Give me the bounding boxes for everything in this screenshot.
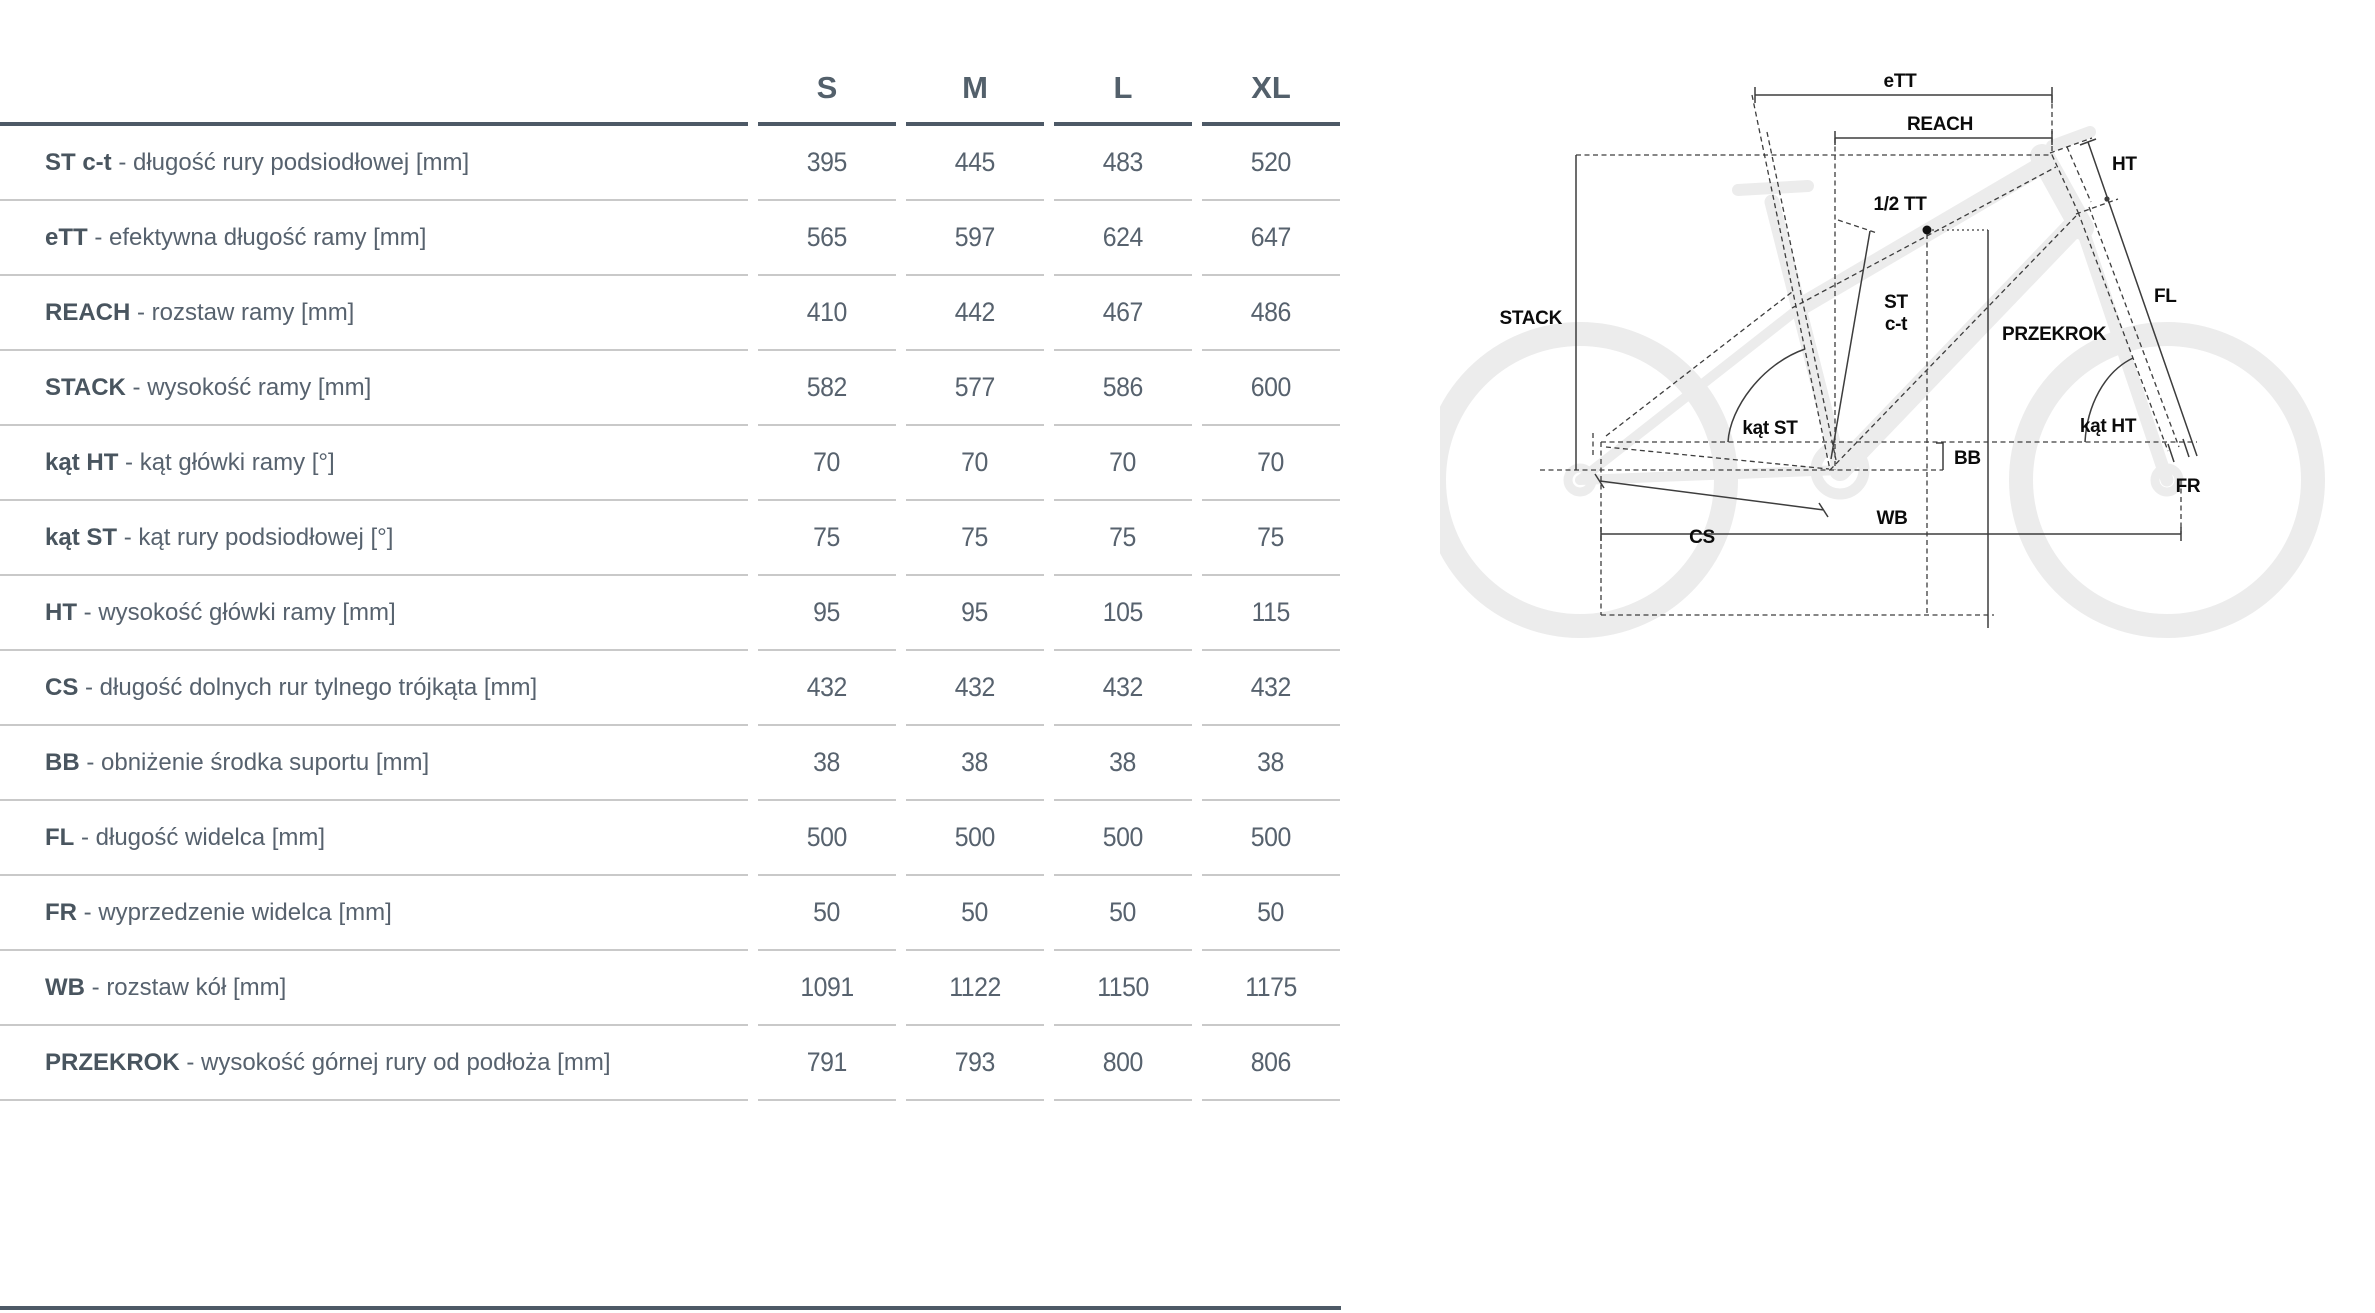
value-cell: [906, 426, 1044, 501]
value-cell: [906, 501, 1044, 576]
value-text: 432: [1250, 672, 1292, 702]
size-header-label: S: [816, 70, 838, 105]
value-text: 38: [813, 747, 841, 777]
value-cell: [1054, 576, 1192, 651]
row-label: [0, 951, 748, 1026]
value-text: 597: [954, 222, 996, 252]
value-text: 800: [1102, 1047, 1144, 1077]
diagram-label-st-2: c-t: [1884, 314, 1908, 335]
value-text: 75: [1109, 522, 1137, 552]
value-cell: [1202, 201, 1340, 276]
value-text: 1122: [949, 972, 1001, 1002]
table-row: [0, 501, 1341, 576]
value-text: 1091: [800, 972, 854, 1002]
value-cell: [906, 801, 1044, 876]
value-cell: [1054, 951, 1192, 1026]
value-text: 70: [813, 447, 841, 477]
value-text: 50: [813, 897, 841, 927]
value-cell: [758, 501, 896, 576]
value-text: 38: [961, 747, 989, 777]
size-header-m: [906, 0, 1044, 126]
row-desc: - obniżenie środka suportu [mm]: [79, 748, 430, 776]
value-cell: [1054, 876, 1192, 951]
value-cell: [1054, 726, 1192, 801]
value-text: 50: [1109, 897, 1137, 927]
table-row: [0, 651, 1341, 726]
value-text: 395: [806, 147, 848, 177]
row-abbr: STACK: [45, 373, 126, 401]
table-row: [0, 1026, 1341, 1101]
value-cell: [906, 576, 1044, 651]
row-label: [0, 726, 748, 801]
value-text: 483: [1102, 147, 1144, 177]
value-cell: [906, 651, 1044, 726]
row-abbr: FR: [45, 898, 77, 926]
value-cell: [758, 951, 896, 1026]
table-row: [0, 801, 1341, 876]
value-text: 500: [954, 822, 996, 852]
value-cell: [906, 351, 1044, 426]
value-text: 50: [961, 897, 989, 927]
value-text: 442: [954, 297, 996, 327]
bottom-divider: [0, 1306, 1341, 1310]
row-abbr: FL: [45, 823, 75, 851]
half-tt-point: [1923, 226, 1932, 235]
value-text: 520: [1250, 147, 1292, 177]
value-text: 410: [806, 297, 848, 327]
size-header-row: [0, 0, 1341, 126]
size-header-xl: [1202, 0, 1340, 126]
value-cell: [758, 1026, 896, 1101]
row-label: [0, 126, 748, 201]
table-row: [0, 126, 1341, 201]
row-label: [0, 1026, 748, 1101]
value-text: 791: [806, 1047, 848, 1077]
table-row: [0, 351, 1341, 426]
row-label: [0, 651, 748, 726]
row-label: [0, 876, 748, 951]
diagram-label-fl: FL: [2154, 286, 2177, 307]
row-desc: - wysokość główki ramy [mm]: [77, 598, 396, 626]
table-row: [0, 426, 1341, 501]
header-spacer: [0, 0, 748, 126]
value-text: 70: [1257, 447, 1285, 477]
value-cell: [1202, 876, 1340, 951]
value-text: 75: [1257, 522, 1285, 552]
value-cell: [906, 726, 1044, 801]
value-text: 577: [954, 372, 996, 402]
value-cell: [1054, 426, 1192, 501]
value-cell: [906, 951, 1044, 1026]
row-abbr: eTT: [45, 223, 88, 251]
value-cell: [1054, 501, 1192, 576]
row-abbr: kąt ST: [45, 523, 118, 551]
row-abbr: WB: [45, 973, 85, 1001]
value-cell: [906, 276, 1044, 351]
value-text: 600: [1250, 372, 1292, 402]
row-desc: - efektywna długość ramy [mm]: [87, 223, 427, 251]
value-cell: [906, 126, 1044, 201]
value-cell: [1054, 276, 1192, 351]
table-row: [0, 576, 1341, 651]
table-row: [0, 726, 1341, 801]
value-text: 647: [1250, 222, 1292, 252]
row-abbr: kąt HT: [45, 448, 119, 476]
value-cell: [906, 1026, 1044, 1101]
value-text: 793: [954, 1047, 996, 1077]
table-body: [0, 126, 1341, 1101]
row-abbr: PRZEKROK: [45, 1048, 180, 1076]
diagram-label-kat-ht: kąt HT: [2079, 416, 2137, 437]
diagram-label-ht: HT: [2112, 154, 2137, 175]
value-cell: [1054, 1026, 1192, 1101]
row-desc: - rozstaw kół [mm]: [84, 973, 287, 1001]
value-text: 445: [954, 147, 996, 177]
value-cell: [1054, 126, 1192, 201]
value-cell: [1202, 1026, 1340, 1101]
value-cell: [758, 351, 896, 426]
table-row: [0, 876, 1341, 951]
row-desc: - kąt główki ramy [°]: [118, 448, 335, 476]
row-label: [0, 351, 748, 426]
value-cell: [758, 276, 896, 351]
geometry-table: [0, 0, 1341, 1101]
value-cell: [1202, 501, 1340, 576]
value-cell: [1202, 276, 1340, 351]
value-text: 115: [1251, 597, 1291, 627]
table-row: [0, 276, 1341, 351]
value-text: 50: [1257, 897, 1285, 927]
diagram-label-przekrok: PRZEKROK: [2002, 324, 2107, 345]
value-text: 95: [813, 597, 841, 627]
value-text: 75: [961, 522, 989, 552]
value-text: 582: [806, 372, 848, 402]
value-cell: [1054, 801, 1192, 876]
table-row: [0, 951, 1341, 1026]
size-header-label: M: [962, 70, 988, 105]
value-text: 70: [961, 447, 989, 477]
diagram-label-wb: WB: [1876, 508, 1908, 529]
value-text: 624: [1102, 222, 1144, 252]
value-text: 70: [1109, 447, 1137, 477]
diagram-label-kat-st: kąt ST: [1742, 418, 1798, 439]
size-header-label: L: [1113, 70, 1133, 105]
size-header-label: XL: [1251, 70, 1291, 105]
row-label: [0, 426, 748, 501]
row-desc: - wysokość ramy [mm]: [125, 373, 372, 401]
value-cell: [758, 576, 896, 651]
value-cell: [758, 201, 896, 276]
diagram-label-stack: STACK: [1499, 308, 1562, 329]
value-cell: [1202, 426, 1340, 501]
value-text: 500: [806, 822, 848, 852]
value-cell: [1202, 801, 1340, 876]
value-text: 105: [1102, 597, 1144, 627]
diagram-label-st-1: ST: [1884, 292, 1908, 313]
value-text: 432: [1102, 672, 1144, 702]
row-abbr: CS: [45, 673, 79, 701]
diagram-label-fr: FR: [2175, 476, 2201, 497]
row-abbr: BB: [45, 748, 80, 776]
row-desc: - wyprzedzenie widelca [mm]: [77, 898, 392, 926]
row-desc: - kąt rury podsiodłowej [°]: [117, 523, 394, 551]
size-header-l: [1054, 0, 1192, 126]
value-cell: [1202, 126, 1340, 201]
value-text: 432: [806, 672, 848, 702]
row-desc: - rozstaw ramy [mm]: [130, 298, 355, 326]
value-cell: [1202, 726, 1340, 801]
value-cell: [758, 876, 896, 951]
value-text: 38: [1109, 747, 1137, 777]
value-text: 432: [954, 672, 996, 702]
row-abbr: REACH: [45, 298, 131, 326]
geometry-diagram: [1440, 40, 2375, 720]
value-text: 95: [961, 597, 989, 627]
diagram-label-reach: REACH: [1906, 114, 1974, 135]
value-text: 500: [1102, 822, 1144, 852]
diagram-label-ett: eTT: [1883, 71, 1917, 92]
value-cell: [758, 126, 896, 201]
diagram-label-cs: CS: [1689, 527, 1715, 548]
value-text: 806: [1250, 1047, 1292, 1077]
diagram-label-half-tt: 1/2 TT: [1873, 194, 1927, 215]
value-cell: [1054, 201, 1192, 276]
row-desc: - długość widelca [mm]: [74, 823, 326, 851]
value-cell: [1054, 651, 1192, 726]
value-cell: [1054, 351, 1192, 426]
diagram-label-bb: BB: [1954, 448, 1981, 469]
value-text: 1175: [1245, 972, 1297, 1002]
value-cell: [758, 801, 896, 876]
value-cell: [1202, 351, 1340, 426]
value-cell: [758, 426, 896, 501]
row-abbr: ST c-t: [45, 148, 112, 176]
size-header-s: [758, 0, 896, 126]
value-text: 486: [1250, 297, 1292, 327]
row-label: [0, 276, 748, 351]
value-cell: [1202, 951, 1340, 1026]
row-desc: - długość dolnych rur tylnego trójkąta [mm]: [78, 673, 538, 701]
row-abbr: HT: [45, 598, 77, 626]
value-cell: [1202, 576, 1340, 651]
value-cell: [906, 201, 1044, 276]
value-text: 38: [1257, 747, 1285, 777]
row-label: [0, 501, 748, 576]
row-desc: - wysokość górnej rury od podłoża [mm]: [179, 1048, 611, 1076]
value-cell: [758, 726, 896, 801]
value-text: 467: [1102, 297, 1144, 327]
row-label: [0, 201, 748, 276]
value-cell: [758, 651, 896, 726]
value-text: 75: [813, 522, 841, 552]
value-text: 565: [806, 222, 848, 252]
value-cell: [906, 876, 1044, 951]
table-row: [0, 201, 1341, 276]
row-label: [0, 576, 748, 651]
value-text: 1150: [1097, 972, 1149, 1002]
row-desc: - długość rury podsiodłowej [mm]: [111, 148, 470, 176]
value-text: 500: [1250, 822, 1292, 852]
value-cell: [1202, 651, 1340, 726]
row-label: [0, 801, 748, 876]
value-text: 586: [1102, 372, 1144, 402]
